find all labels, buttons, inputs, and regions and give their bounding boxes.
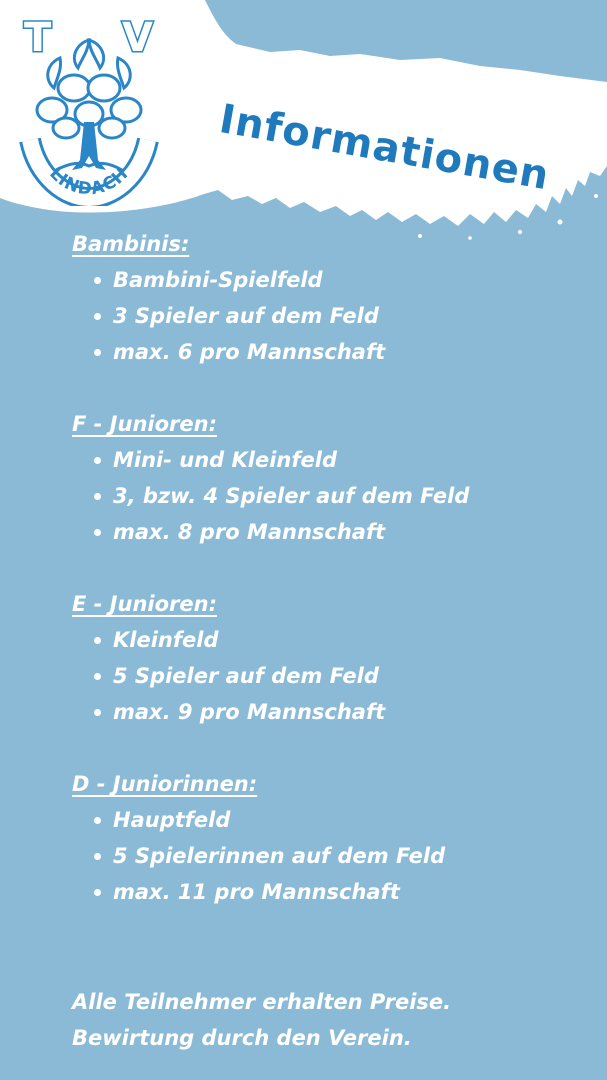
list-item [94,802,592,838]
item-list [72,802,592,910]
bullet-icon [94,817,101,824]
bullet-icon [94,673,101,680]
list-item [94,514,592,550]
page-title: Informationen [216,96,553,200]
bullet-icon [94,349,101,356]
list-item [94,838,592,874]
footer-line-catering: Bewirtung durch den Verein. [72,1026,412,1050]
bullet-icon [94,853,101,860]
bullet-icon [94,889,101,896]
bullet-icon [94,457,101,464]
list-item [94,658,592,694]
item-list [72,262,592,370]
section-bambinis [72,226,592,370]
footer-line-prizes: Alle Teilnehmer erhalten Preise. [72,990,452,1014]
list-item [94,298,592,334]
list-item [94,334,592,370]
list-item [94,442,592,478]
list-item [94,874,592,910]
list-item-text: 3, bzw. 4 Spieler auf dem Feld [113,484,470,508]
section-title: F - Junioren: [72,412,217,436]
club-logo [16,10,162,206]
list-item-text: max. 6 pro Mannschaft [113,340,386,364]
section-e-junioren [72,586,592,730]
footer-note [72,984,592,1056]
logo-letter-v: V [122,15,153,61]
list-item-text: max. 11 pro Mannschaft [113,880,400,904]
section-f-junioren [72,406,592,550]
list-item [94,262,592,298]
section-title: Bambinis: [72,232,190,256]
bullet-icon [94,529,101,536]
bullet-icon [94,313,101,320]
section-d-juniorinnen [72,766,592,910]
list-item-text: max. 9 pro Mannschaft [113,700,386,724]
list-item-text: 5 Spieler auf dem Feld [113,664,379,688]
bullet-icon [94,493,101,500]
item-list [72,622,592,730]
list-item-text: Hauptfeld [113,808,231,832]
club-name-text: LINDACH [45,163,133,200]
list-item-text: 5 Spielerinnen auf dem Feld [113,844,446,868]
item-list [72,442,592,550]
logo-letter-t: T [24,15,52,61]
section-title: D - Juniorinnen: [72,772,258,796]
list-item-text: Mini- und Kleinfeld [113,448,337,472]
list-item-text: Kleinfeld [113,628,219,652]
list-item-text: Bambini-Spielfeld [113,268,323,292]
list-item [94,694,592,730]
info-content [72,226,592,946]
bullet-icon [94,277,101,284]
list-item [94,622,592,658]
bullet-icon [94,637,101,644]
section-title: E - Junioren: [72,592,217,616]
list-item-text: max. 8 pro Mannschaft [113,520,386,544]
list-item-text: 3 Spieler auf dem Feld [113,304,379,328]
bullet-icon [94,709,101,716]
list-item [94,478,592,514]
